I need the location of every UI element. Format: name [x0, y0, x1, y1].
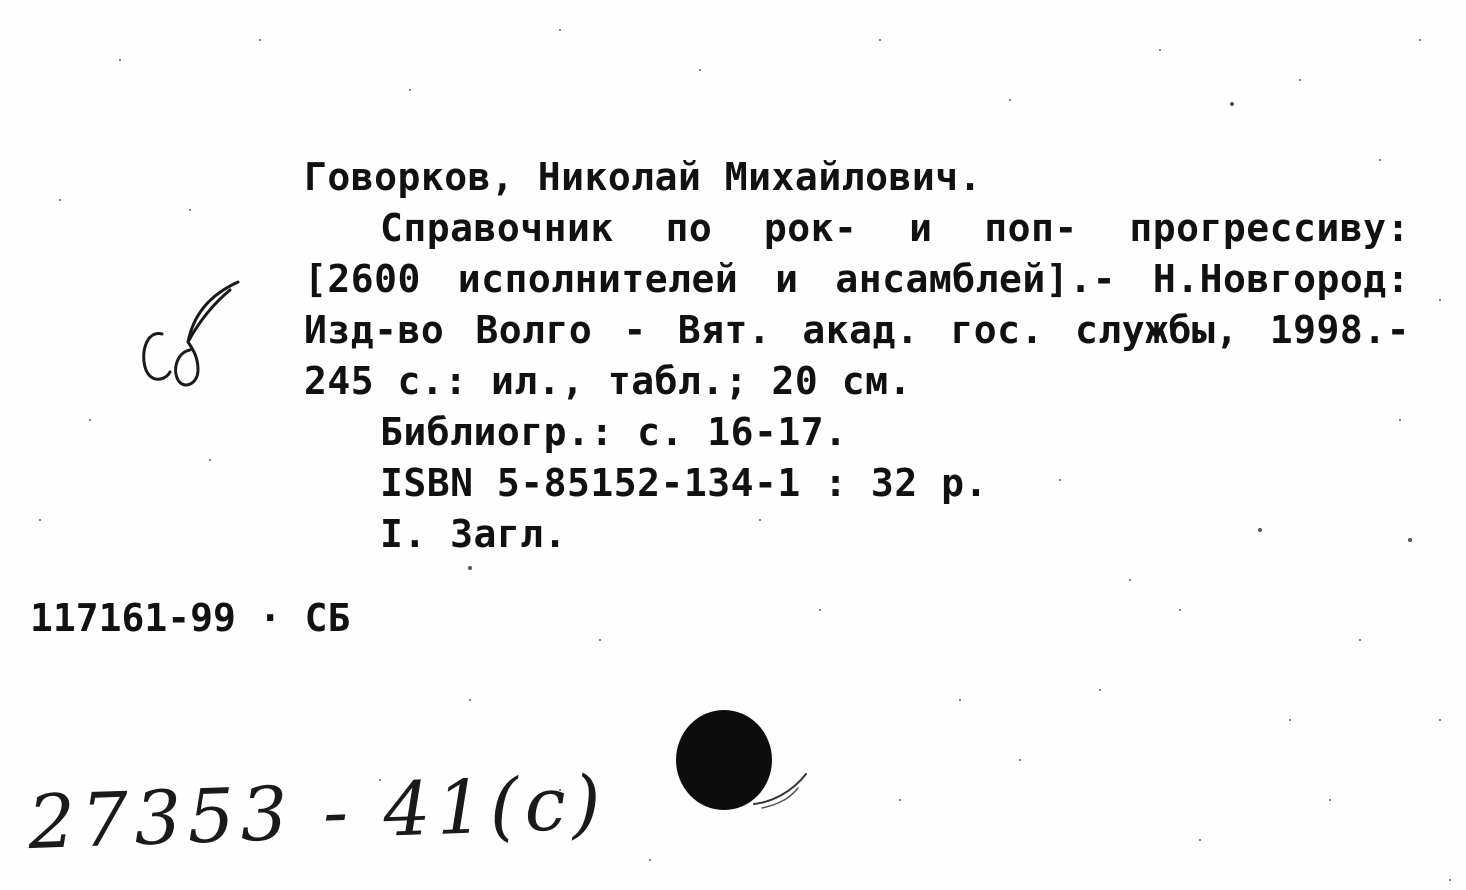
entry-word: и — [775, 257, 799, 301]
title-line — [304, 203, 1410, 254]
entry-word: службы, — [1074, 308, 1239, 352]
entry-word: [2600 — [304, 257, 421, 301]
entry-word: Волго — [475, 308, 593, 352]
entry-word: ансамблей].- — [835, 257, 1116, 301]
catalog-separator: · — [258, 596, 282, 640]
title-word: Справочник — [380, 206, 614, 250]
entry-word: - — [623, 308, 647, 352]
bibliography-note: Библиогр.: с. 16-17. — [380, 410, 848, 454]
catalog-number: 117161-99 — [30, 596, 236, 640]
entry-word: исполнителей — [457, 257, 739, 301]
entry-word: Вят. — [677, 308, 772, 352]
catalog-number-line — [30, 596, 350, 640]
bibliographic-entry — [304, 152, 1414, 560]
entry-word: Н.Новгород: — [1152, 257, 1410, 301]
title-continuation-line — [304, 254, 1410, 305]
catalog-code: СБ — [304, 596, 351, 640]
entry-word: акад. — [802, 308, 920, 352]
entry-word: гос. — [950, 308, 1044, 352]
author-heading: Говорков, Николай Михайлович. — [304, 155, 982, 199]
entry-word: Изд-во — [304, 308, 445, 352]
title-word: по — [665, 206, 713, 250]
title-word: прогрессиву: — [1129, 206, 1410, 250]
title-word: рок- — [763, 206, 858, 250]
isbn-price: ISBN 5-85152-134-1 : 32 р. — [380, 461, 988, 505]
publisher-line — [304, 305, 1410, 356]
title-word: поп- — [984, 206, 1078, 250]
title-word: и — [909, 206, 933, 250]
entry-word: 1998.- — [1269, 308, 1410, 352]
subject-tracing: I. Загл. — [380, 512, 568, 556]
handwritten-inventory-number: 27353 - 41(с) — [26, 759, 609, 867]
physical-description: 245 с.: ил., табл.; 20 см. — [304, 359, 912, 403]
handwritten-sb-mark — [132, 272, 252, 402]
punch-hole — [672, 708, 812, 818]
